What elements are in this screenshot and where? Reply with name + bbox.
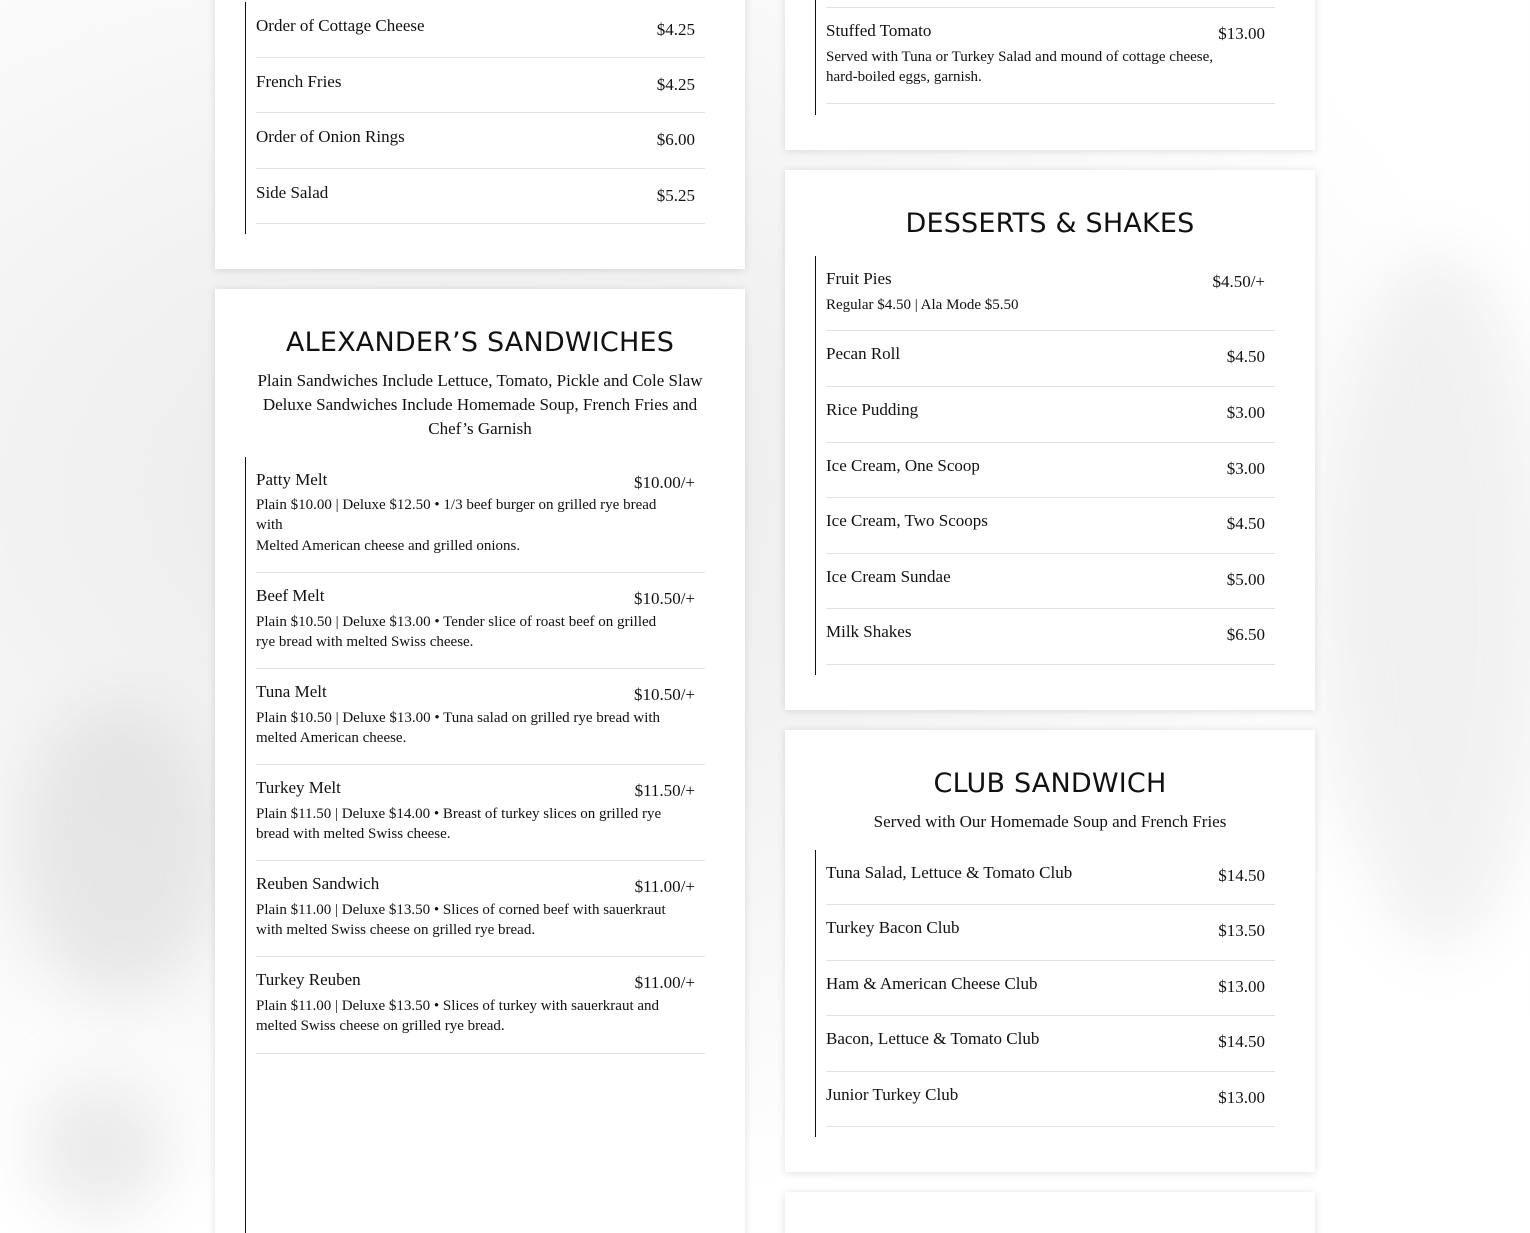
menu-item [256, 861, 705, 957]
item-description: Served with Tuna or Turkey Salad and mound of cottage cheese, hard-boiled eggs, garnish. [826, 49, 1214, 85]
item-name: Ice Cream, One Scoop [826, 456, 980, 475]
item-name: Side Salad [256, 183, 329, 202]
subtitle-line: Chef’s Garnish [428, 419, 532, 438]
item-price: $4.50 [1226, 514, 1265, 533]
item-name: Fruit Pies [826, 269, 892, 288]
item-name: Order of Cottage Cheese [256, 16, 425, 35]
menu-item [826, 256, 1275, 331]
next-section-card [785, 1192, 1315, 1233]
menu-item [826, 331, 1275, 387]
item-price: $11.00/+ [634, 877, 695, 896]
item-name: Stuffed Tomato [826, 21, 932, 40]
menu-item [256, 765, 705, 861]
section-subtitle: Served with Our Homemade Soup and French Fries [873, 812, 1227, 831]
item-name: Tuna Melt [256, 682, 327, 701]
item-price: $10.50/+ [633, 685, 695, 704]
menu-item [826, 850, 1275, 905]
menu-item [826, 498, 1275, 554]
item-name: Ham & American Cheese Club [826, 974, 1038, 993]
subtitle-line: Deluxe Sandwiches Include Homemade Soup, French Fries and [262, 395, 698, 414]
item-price: $4.50/+ [1212, 272, 1265, 291]
item-price: $13.50 [1218, 921, 1265, 940]
menu-item [256, 457, 705, 573]
item-name: Turkey Bacon Club [826, 918, 960, 937]
desserts-card [785, 170, 1315, 710]
item-name: French Fries [256, 72, 342, 91]
item-description: Plain $10.50 | Deluxe $13.00 • Tuna salad on grilled rye bread with melted American cheese. [256, 710, 661, 746]
subtitle-line: Plain Sandwiches Include Lettuce, Tomato, Pickle and Cole Slaw [257, 371, 703, 390]
item-price: $13.00 [1218, 1088, 1265, 1107]
item-name: Turkey Melt [256, 778, 341, 797]
menu-item [826, 387, 1275, 443]
section-title: CLUB SANDWICH [933, 768, 1167, 799]
item-name: Ice Cream Sundae [826, 567, 951, 586]
item-name: Bacon, Lettuce & Tomato Club [826, 1029, 1040, 1048]
item-name: Pecan Roll [826, 344, 901, 363]
item-description: Plain $11.00 | Deluxe $13.50 • Slices of turkey with sauerkraut and melted Swiss cheese on grilled rye bread. [256, 998, 660, 1034]
item-price: $10.00/+ [633, 473, 695, 492]
item-price: $3.00 [1226, 403, 1265, 422]
item-name: Ice Cream, Two Scoops [826, 511, 988, 530]
item-description: Plain $11.50 | Deluxe $14.00 • Breast of turkey slices on grilled rye bread with melted Swiss cheese. [256, 806, 662, 842]
item-name: Milk Shakes [826, 622, 912, 641]
item-description: Plain $10.00 | Deluxe $12.50 • 1/3 beef burger on grilled rye bread with Melted American cheese and grilled onions. [256, 497, 657, 554]
salads-card [785, 0, 1315, 150]
item-description: Regular $4.50 | Ala Mode $5.50 [826, 297, 1019, 313]
menu-item [256, 573, 705, 669]
item-price: $13.00 [1218, 24, 1265, 43]
sides-card [215, 0, 745, 269]
item-price: $4.25 [656, 20, 695, 39]
section-title: DESSERTS & SHAKES [905, 208, 1195, 239]
menu-item [256, 169, 705, 224]
menu-item [826, 554, 1275, 609]
item-price: $6.00 [656, 130, 695, 149]
background-texture [20, 700, 220, 1000]
menu-item [826, 443, 1275, 498]
menu-item [826, 961, 1275, 1016]
item-name: Order of Onion Rings [256, 127, 405, 146]
salads-list [815, 0, 1275, 115]
menu-item [826, 905, 1275, 961]
menu-item [826, 1072, 1275, 1127]
sandwiches-list [245, 457, 705, 1233]
menu-item [826, 1016, 1275, 1072]
item-name: Turkey Reuben [256, 970, 361, 989]
section-subtitle [215, 369, 745, 441]
item-name: Rice Pudding [826, 400, 919, 419]
item-description: Plain $11.00 | Deluxe $13.50 • Slices of corned beef with sauerkraut with melted Swiss cheese on grilled rye bread. [256, 902, 666, 938]
item-price: $14.50 [1218, 1032, 1265, 1051]
item-description: Plain $10.50 | Deluxe $13.00 • Tender slice of roast beef on grilled rye bread with melted Swiss cheese. [256, 614, 657, 650]
menu-item [256, 113, 705, 169]
menu-item [826, 8, 1275, 104]
item-name: Reuben Sandwich [256, 874, 380, 893]
menu-item [826, 609, 1275, 665]
sandwiches-card [215, 289, 745, 1233]
item-name: Beef Melt [256, 586, 325, 605]
item-price: $5.00 [1226, 570, 1265, 589]
item-name: Tuna Salad, Lettuce & Tomato Club [826, 863, 1073, 882]
menu-item [256, 58, 705, 113]
sides-list [245, 2, 705, 234]
item-price: $10.50/+ [633, 589, 695, 608]
item-price: $14.50 [1218, 866, 1265, 885]
item-price: $11.00/+ [634, 973, 695, 992]
item-price: $4.50 [1226, 347, 1265, 366]
item-name: Patty Melt [256, 470, 328, 489]
item-name: Junior Turkey Club [826, 1085, 959, 1104]
item-price: $13.00 [1218, 977, 1265, 996]
item-price: $5.25 [656, 186, 695, 205]
club-list [815, 850, 1275, 1137]
menu-item [256, 669, 705, 765]
item-price: $11.50/+ [634, 781, 695, 800]
item-price: $3.00 [1226, 459, 1265, 478]
desserts-list [815, 256, 1275, 675]
background-texture [30, 1080, 170, 1220]
menu-item [256, 2, 705, 58]
divider [826, 0, 1275, 8]
section-title: ALEXANDER’S SANDWICHES [285, 327, 675, 358]
item-price: $6.50 [1226, 625, 1265, 644]
menu-item [256, 957, 705, 1054]
background-texture [1330, 250, 1530, 950]
item-price: $4.25 [656, 75, 695, 94]
club-card [785, 730, 1315, 1172]
